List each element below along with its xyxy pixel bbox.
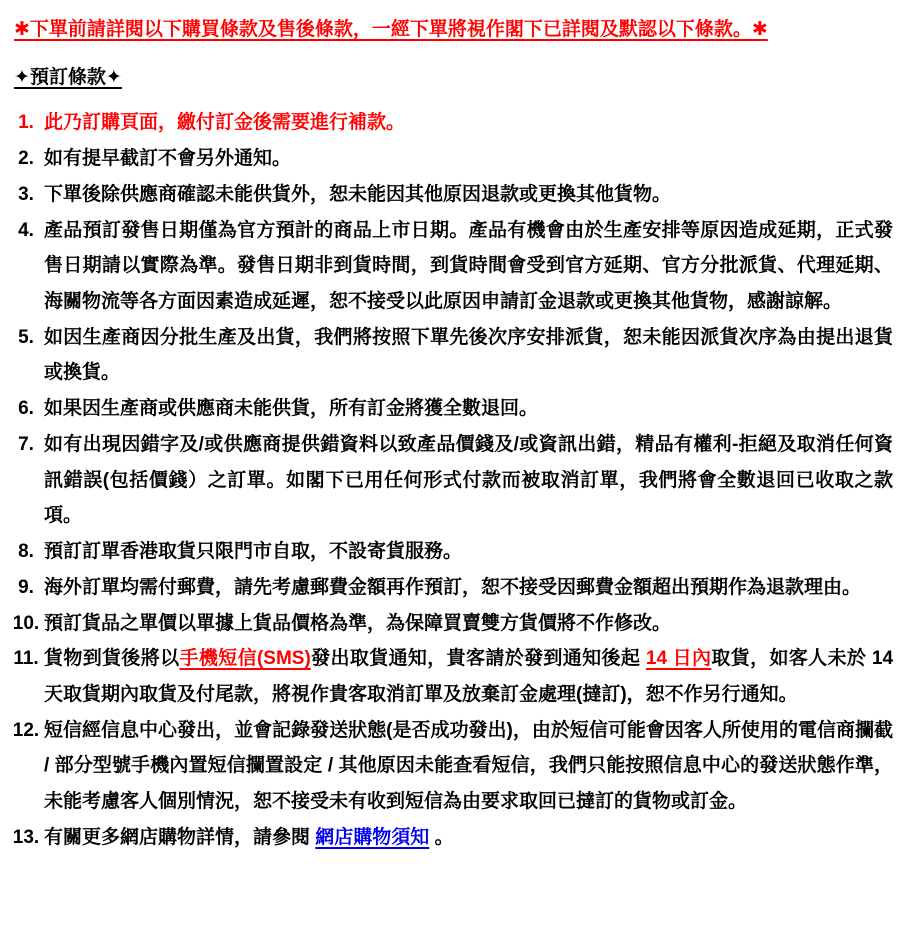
- term-text: 預訂訂單香港取貨只限門市自取，不設寄貨服務。: [44, 541, 463, 563]
- term-number: 2.: [18, 148, 34, 170]
- term-number: 8.: [18, 541, 34, 563]
- store-shopping-guide-link[interactable]: 網店購物須知: [315, 826, 430, 848]
- term-number: 9.: [18, 576, 34, 598]
- term-text: 如有提早截訂不會另外通知。: [44, 148, 292, 170]
- term-text: [44, 641, 897, 712]
- term-item-10: [8, 606, 897, 642]
- term-number: 1.: [18, 112, 34, 134]
- pickup-deadline-highlight: 14 日內: [645, 648, 712, 670]
- term-text: 下單後除供應商確認未能供貨外，恕未能因其他原因退款或更換其他貨物。: [44, 183, 672, 205]
- term-text-segment: 有關更多網店購物詳情，請參閱: [44, 826, 316, 848]
- term-number: 13.: [12, 826, 40, 848]
- term-text: 如因生產商因分批生產及出貨，我們將按照下單先後次序安排派貨，恕未能因派貨次序為由提出退貨或換貨。: [44, 326, 893, 384]
- term-number: 5.: [18, 326, 34, 348]
- term-number: 4.: [18, 219, 34, 241]
- term-item-7: [8, 427, 897, 534]
- term-item-13: [8, 820, 897, 856]
- term-text: 此乃訂購頁面，繳付訂金後需要進行補款。: [44, 112, 406, 134]
- term-item-5: [8, 320, 897, 391]
- term-item-2: [8, 141, 897, 177]
- term-item-1: [8, 105, 897, 141]
- term-item-9: [8, 570, 897, 606]
- term-item-4: [8, 213, 897, 320]
- section-title-preorder-terms: ✦預訂條款✦: [14, 66, 122, 88]
- term-item-3: [8, 177, 897, 213]
- term-item-11: [8, 641, 897, 712]
- term-text-segment: 貨物到貨後將以: [44, 648, 180, 670]
- term-text: 如有出現因錯字及/或供應商提供錯資料以致產品價錢及/或資訊出錯，精品有權利-拒絕及取消任何資訊錯誤(包括價錢）之訂單。如閣下已用任何形式付款而被取消訂單，我們將會全數退回已收取之款項。: [44, 433, 893, 527]
- term-text: 海外訂單均需付郵費，請先考慮郵費金額再作預訂，恕不接受因郵費金額超出預期作為退款理由。: [44, 576, 862, 598]
- term-text-segment: 取貨，如客人未於 14 天取貨期內取貨及付尾款，將視作貴客取消訂單及放棄訂金處理(撻訂)，恕不作另行通知。: [44, 648, 894, 705]
- term-text-segment: 發出取貨通知，貴客請於發到通知後起: [310, 648, 646, 670]
- term-text: [44, 820, 897, 856]
- sms-highlight: 手機短信(SMS): [179, 648, 311, 670]
- term-item-12: [8, 713, 897, 820]
- term-text: 預訂貨品之單價以單據上貨品價格為準，為保障買賣雙方貨價將不作修改。: [44, 612, 672, 634]
- pre-order-warning-notice: ✱下單前請詳閱以下購買條款及售後條款，一經下單將視作閣下已詳閱及默認以下條款。✱: [14, 19, 768, 40]
- term-number: 7.: [18, 433, 34, 455]
- term-number: 6.: [18, 398, 34, 420]
- terms-list: [8, 105, 897, 855]
- term-text: 如果因生產商或供應商未能供貨，所有訂金將獲全數退回。: [44, 398, 539, 420]
- term-text-segment: 。: [429, 826, 454, 848]
- term-number: 11.: [13, 648, 39, 670]
- term-number: 3.: [18, 183, 34, 205]
- term-text: 短信經信息中心發出，並會記錄發送狀態(是否成功發出)，由於短信可能會因客人所使用的電信商攔截 / 部分型號手機內置短信攔置設定 / 其他原因未能查看短信，我們只能按照信息中心的發送狀態作準，未能考慮客人個別情況，恕不接受未有收到短信為由要求取回已撻訂的貨物或訂金。: [44, 719, 893, 813]
- term-text: 產品預訂發售日期僅為官方預計的商品上市日期。產品有機會由於生產安排等原因造成延期，正式發售日期請以實際為準。發售日期非到貨時間，到貨時間會受到官方延期、官方分批派貨、代理延期、海關物流等各方面因素造成延遲，恕不接受以此原因申請訂金退款或更換其他貨物，感謝諒解。: [44, 219, 893, 313]
- term-item-6: [8, 391, 897, 427]
- term-item-8: [8, 534, 897, 570]
- term-number: 12.: [12, 719, 40, 741]
- term-number: 10.: [12, 612, 40, 634]
